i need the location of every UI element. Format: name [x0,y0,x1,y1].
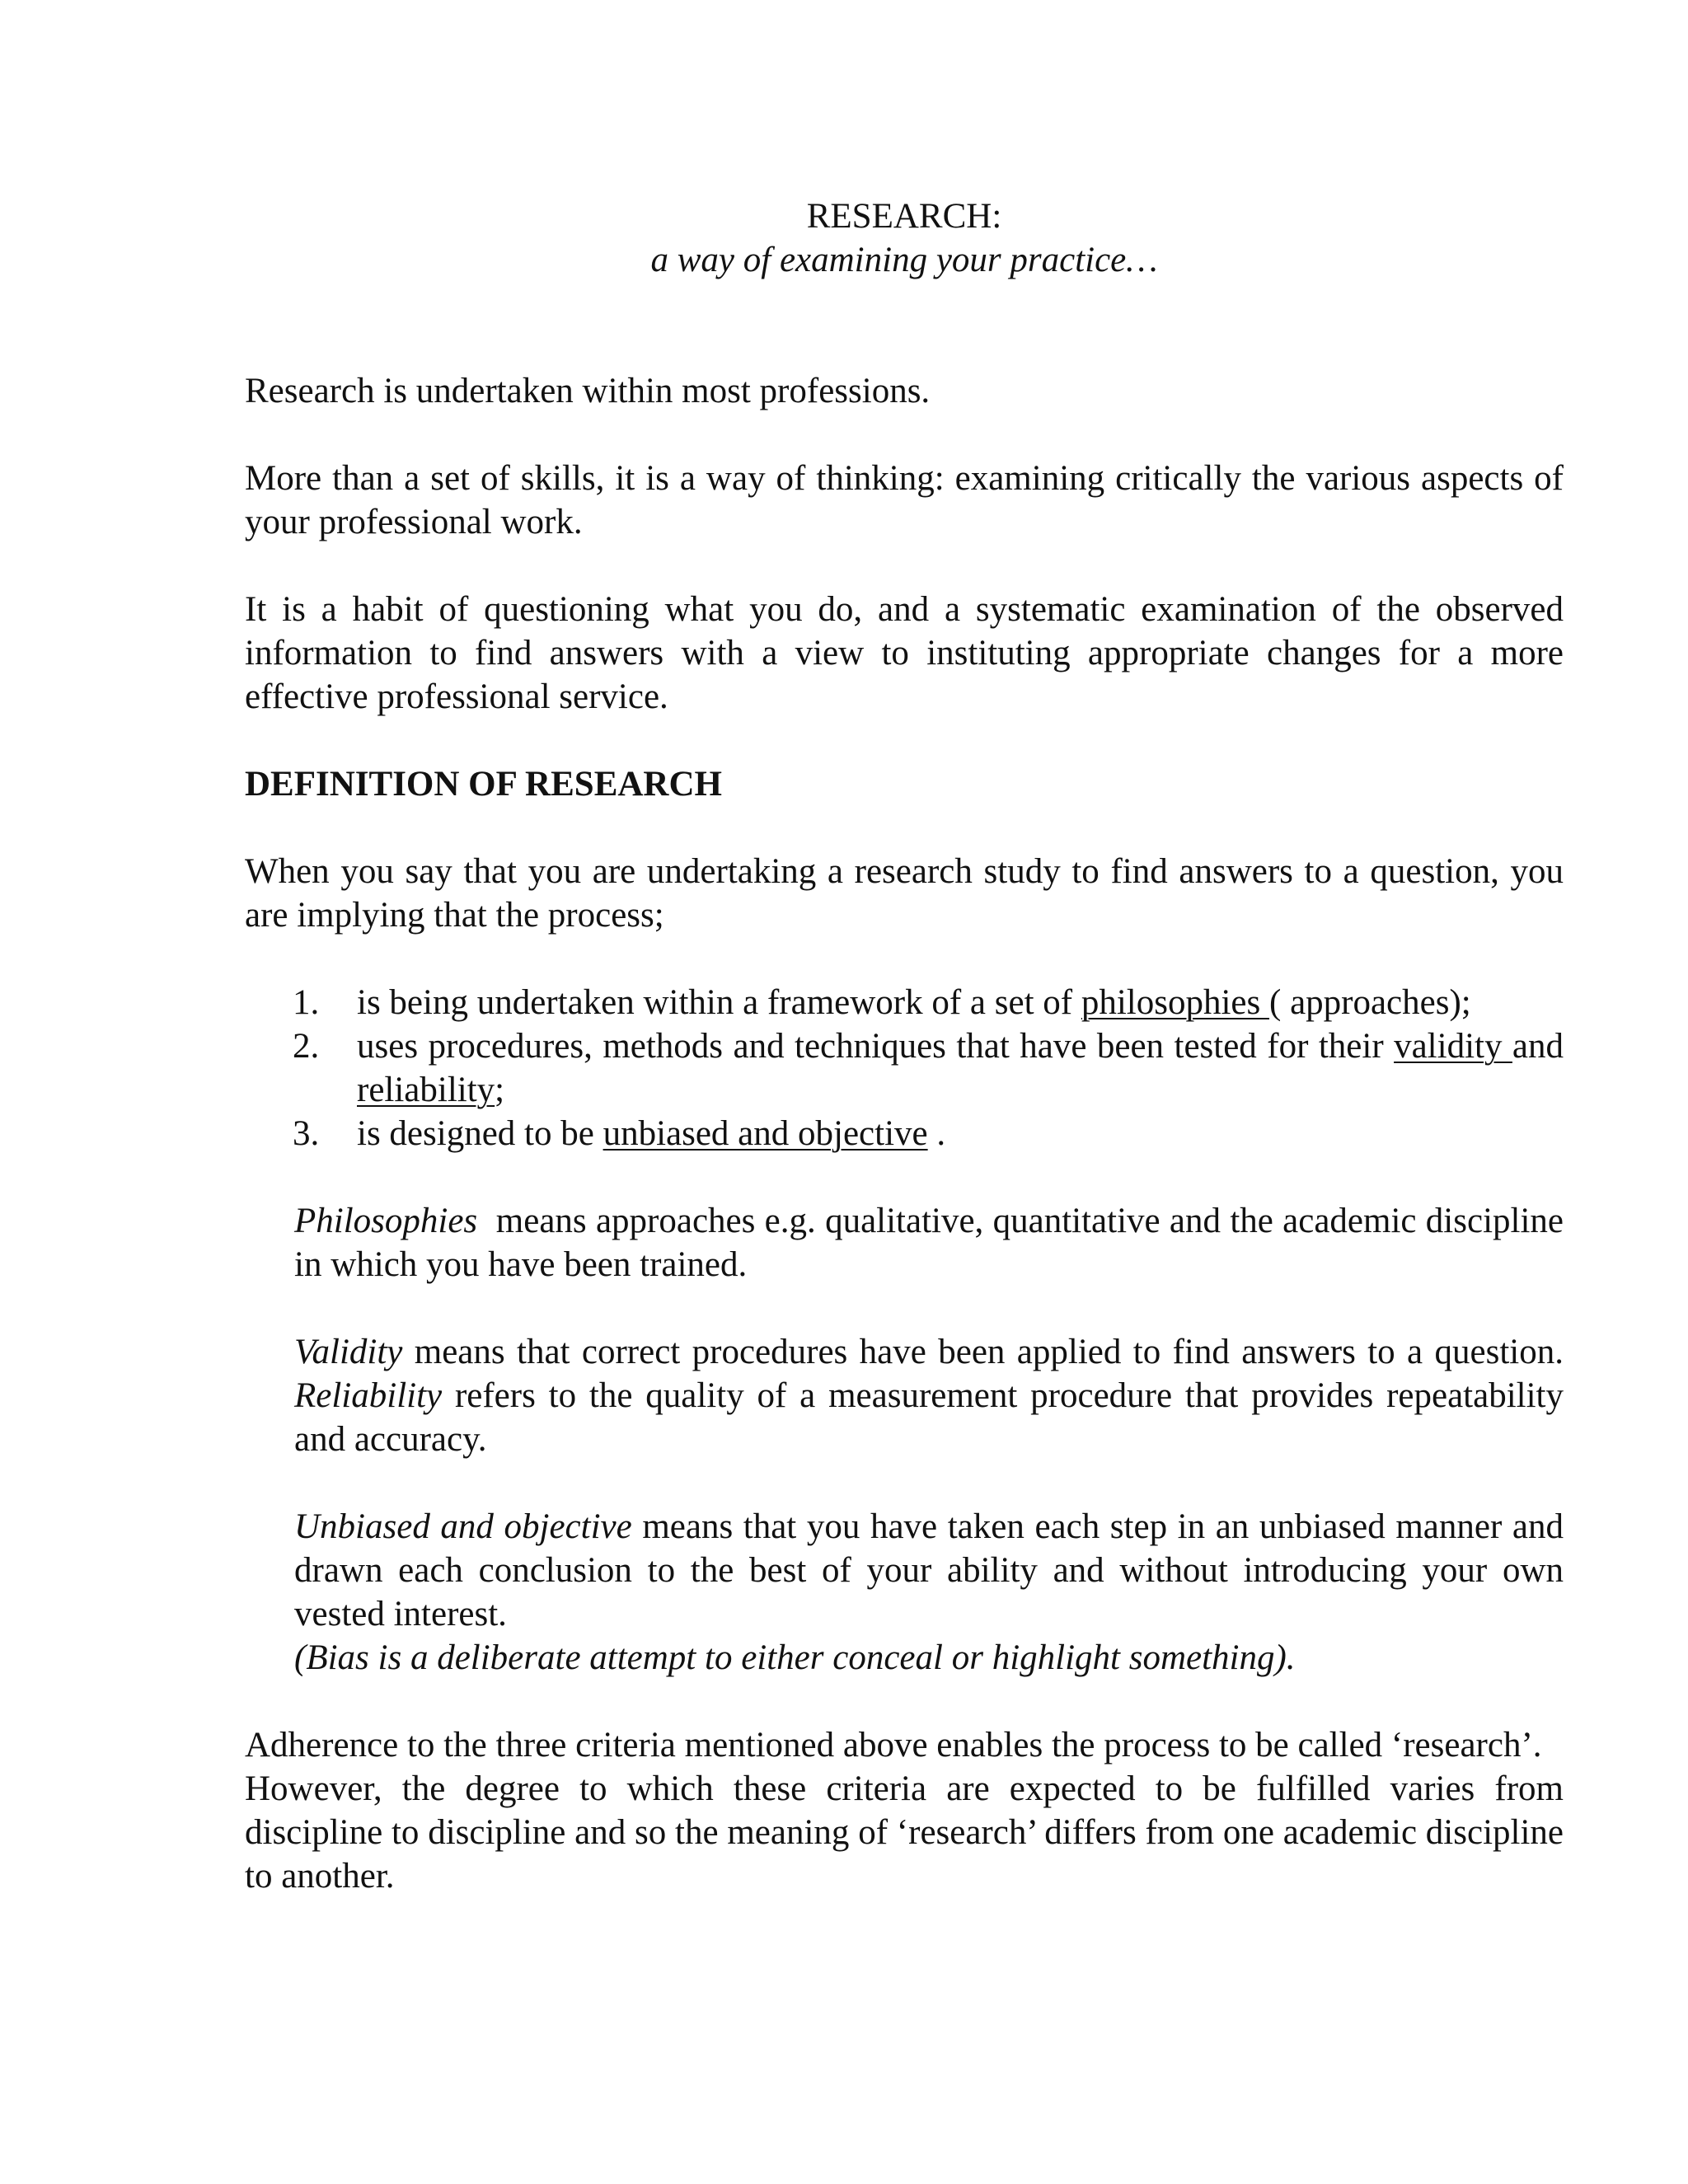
closing-paragraph-1: Adherence to the three criteria mentioned above enables the process to be called ‘research’. [245,1726,1542,1765]
list-number: 1. [293,983,320,1022]
intro-paragraph-3: It is a habit of questioning what you do, and a systematic examination of the observed information to find answers with a view to instituting appropriate changes for a more effective professional service. [245,590,1564,716]
italic-term: Reliability [294,1376,443,1415]
italic-term: Unbiased and objective [294,1507,632,1546]
underlined-term: validity [1394,1027,1512,1066]
list-number: 2. [293,1027,320,1066]
bias-note: (Bias is a deliberate attempt to either conceal or highlight something). [294,1638,1296,1677]
underlined-term: reliability [357,1071,495,1109]
philosophies-paragraph: Philosophies means approaches e.g. qualitative, quantitative and the academic discipline in which you have been trained. [294,1202,1573,1284]
document-title [245,194,1564,282]
intro-paragraph-1: Research is undertaken within most professions. [245,372,931,410]
validity-paragraph: Validity means that correct procedures have been applied to find answers to a question. Reliability refers to the quality of a measurement procedure that provides repeatability and accuracy. [294,1333,1564,1459]
criteria-list [245,981,1564,1155]
italic-term: Philosophies [294,1202,478,1240]
section-heading: DEFINITION OF RESEARCH [245,765,722,804]
closing-paragraph-2: However, the degree to which these criteria are expected to be fulfilled varies from discipline to discipline and so the meaning of ‘research’ differs from one academic discipline to another. [245,1769,1564,1896]
definition-lead: When you say that you are undertaking a research study to find answers to a question, you are implying that the process; [245,852,1564,935]
underlined-term: philosophies [1081,983,1269,1022]
unbiased-paragraph: Unbiased and objective means that you have taken each step in an unbiased manner and drawn each conclusion to the best of your ability and without introducing your own vested interest. [294,1507,1564,1633]
list-item: 3. is designed to be unbiased and objective . [245,1112,1564,1155]
list-item: 2. uses procedures, methods and techniques that have been tested for their validity and reliability; [245,1024,1564,1112]
underlined-term: unbiased and objective [603,1114,928,1153]
list-item: 1. is being undertaken within a framework of a set of philosophies ( approaches); [245,981,1564,1024]
intro-paragraph-2: More than a set of skills, it is a way of thinking: examining critically the various aspects of your professional work. [245,459,1564,541]
title-subtitle: a way of examining your practice… [650,241,1158,279]
italic-term: Validity [294,1333,403,1371]
document-body [245,194,1573,1898]
list-number: 3. [293,1114,320,1153]
title-main: RESEARCH: [806,197,1002,236]
